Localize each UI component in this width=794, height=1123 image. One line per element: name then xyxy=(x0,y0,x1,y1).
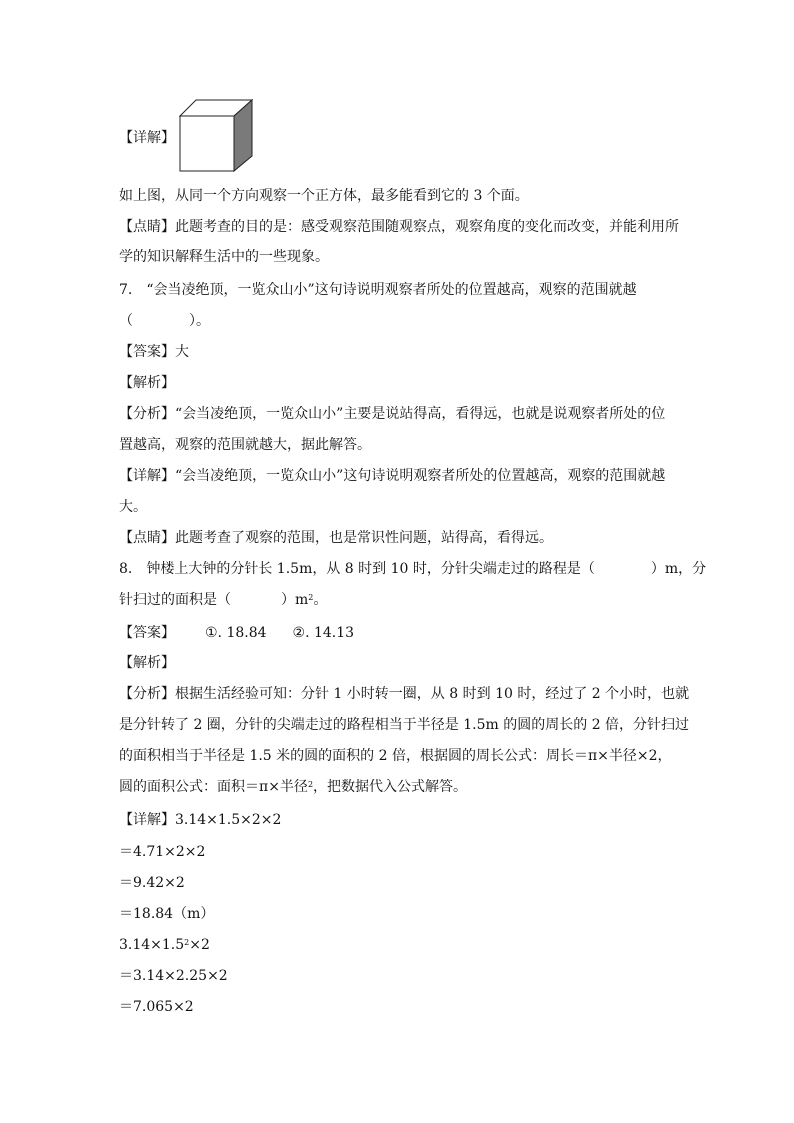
dianjing1-line1: 【点睛】此题考查的目的是：感受观察范围随观察点，观察角度的变化而改变，并能利用所 xyxy=(119,219,679,235)
q8-jiexi: 【解析】 xyxy=(119,655,175,671)
q8-calc-line5 xyxy=(119,937,210,953)
q8-fenxi-superscript: 2 xyxy=(307,780,314,789)
q7-answer: 【答案】大 xyxy=(119,344,189,360)
q7-xiangjie-line1: 【详解】“会当凌绝顶，一览众山小”这句诗说明观察者所处的位置越高，观察的范围就越 xyxy=(119,468,666,484)
q8-question-line2 xyxy=(119,592,327,608)
q7-question-line2 xyxy=(119,313,210,329)
q8-question-text-e: 。 xyxy=(313,592,328,608)
q7-fenxi-line2: 置越高，观察的范围就越大，据此解答。 xyxy=(119,437,371,453)
q8-fenxi-line4-a: 圆的面积公式：面积＝π×半径 xyxy=(119,779,308,795)
q8-answer-label: 【答案】 xyxy=(119,625,175,641)
observe-conclusion: 如上图，从同一个方向观察一个正方体，最多能看到它的 3 个面。 xyxy=(119,188,529,204)
q7-question-line1: 7. “会当凌绝顶，一览众山小”这句诗说明观察者所处的位置越高，观察的范围就越 xyxy=(119,282,637,298)
q8-calc-line4: ＝18.84（m） xyxy=(119,906,215,922)
q8-fenxi-line3: 的面积相当于半径是 1.5 米的圆的面积的 2 倍，根据圆的周长公式：周长＝π×半径×2， xyxy=(119,748,672,764)
q8-question-line1 xyxy=(119,561,706,577)
q7-xiangjie-line2: 大。 xyxy=(119,499,147,515)
q7-blank-close: ）。 xyxy=(189,313,210,329)
cube-front-face xyxy=(180,116,234,171)
q8-question-text-d: ）m xyxy=(281,592,309,608)
q8-question-text-b: ）m，分 xyxy=(650,561,707,577)
q8-calc-line7: ＝7.065×2 xyxy=(119,999,194,1015)
q7-jiexi: 【解析】 xyxy=(119,375,175,391)
q7-fenxi-line1: 【分析】“会当凌绝顶，一览众山小”主要是说站得高，看得远，也就是说观察者所处的位 xyxy=(119,406,666,422)
q8-calc-line1: 【详解】3.14×1.5×2×2 xyxy=(119,812,282,828)
q8-answer xyxy=(119,625,354,641)
q8-fenxi-line2: 是分针转了 2 圈，分针的尖端走过的路程相当于半径是 1.5m 的圆的周长的 2 倍，分针扫过 xyxy=(119,717,690,733)
q8-answer-1: ①. 18.84 xyxy=(205,625,267,641)
q8-fenxi-line4-b: ，把数据代入公式解答。 xyxy=(313,779,468,795)
q8-calc-line6: ＝3.14×2.25×2 xyxy=(119,968,228,984)
q8-fenxi-line4 xyxy=(119,779,467,795)
q8-answer-2: ②. 14.13 xyxy=(292,625,355,641)
q8-unit-superscript: 2 xyxy=(308,593,314,602)
q8-calc-line3: ＝9.42×2 xyxy=(119,875,185,891)
q7-blank-open: （ xyxy=(119,313,133,329)
q7-dianjing: 【点睛】此题考查了观察的范围，也是常识性问题，站得高，看得远。 xyxy=(119,530,553,546)
q8-calc5-b: ×2 xyxy=(189,937,210,953)
q8-question-text-c: 针扫过的面积是（ xyxy=(119,592,231,608)
q8-question-text-a: 8. 钟楼上大钟的分针长 1.5m，从 8 时到 10 时，分针尖端走过的路程是（ xyxy=(119,561,595,577)
q8-calc5-a: 3.14×1.5 xyxy=(119,937,185,953)
cube-figure xyxy=(176,98,256,174)
q8-fenxi-line1: 【分析】根据生活经验可知：分针 1 小时转一圈，从 8 时到 10 时，经过了 2 个小时，也就 xyxy=(119,686,690,702)
dianjing1-line2: 学的知识解释生活中的一些现象。 xyxy=(119,249,329,265)
xiangjie-label: 【详解】 xyxy=(119,130,175,146)
q8-calc-line2: ＝4.71×2×2 xyxy=(119,844,206,860)
q8-calc5-superscript: 2 xyxy=(184,938,190,947)
